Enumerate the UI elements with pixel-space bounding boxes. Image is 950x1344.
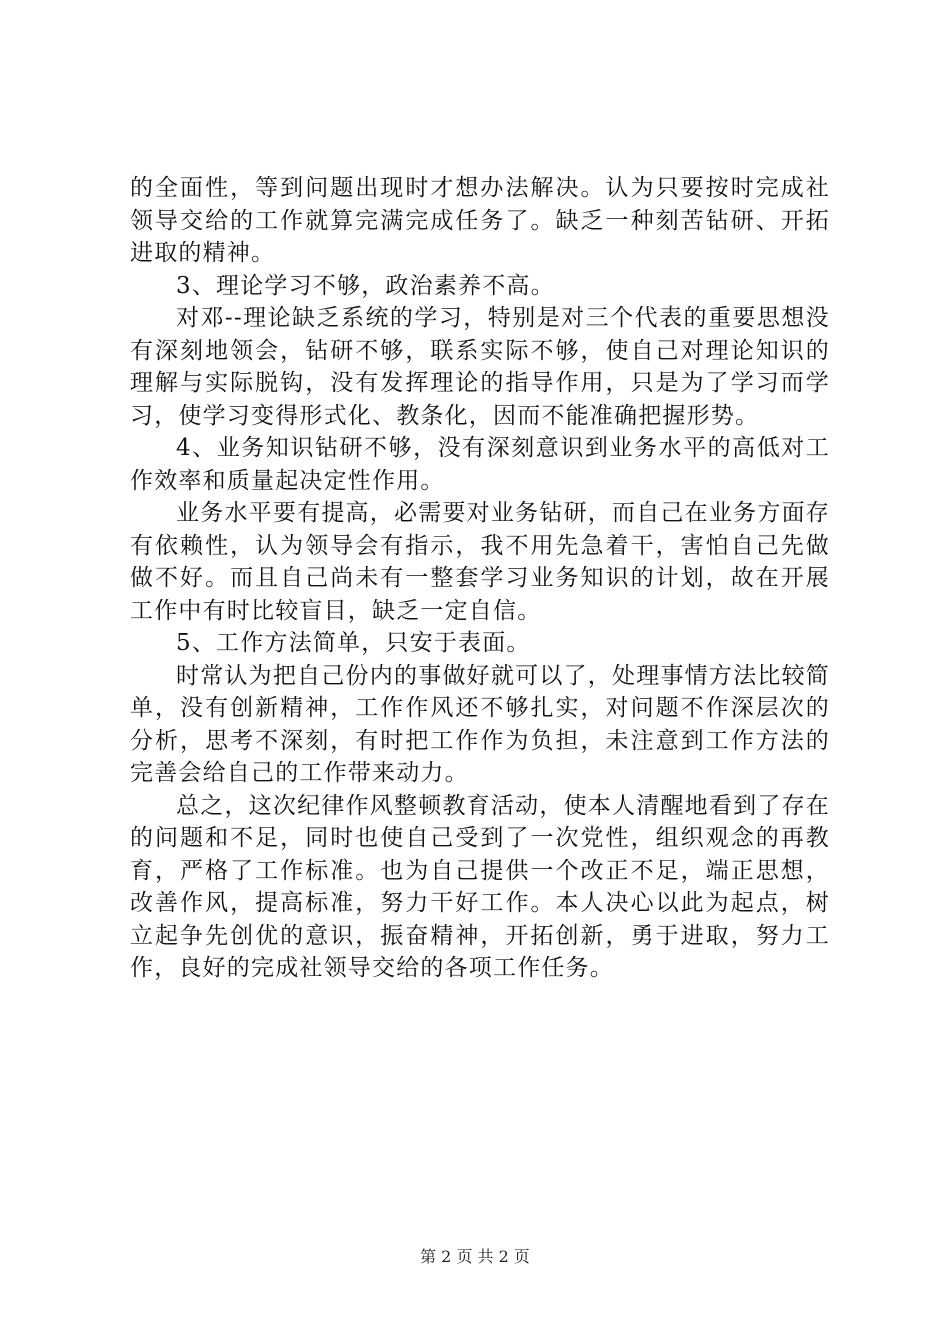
- paragraph-heading-3: 3、理论学习不够，政治素养不高。: [176, 272, 555, 299]
- paragraph-heading-5: 5、工作方法简单，只安于表面。: [176, 630, 531, 656]
- paragraph-business-skill: 业务水平要有提高，必需要对业务钻研，而自己在业务方面存有依赖性，认为领导会有指示，我不用先急着干，害怕自己先做做不好。而且自己尚未有一整套学习业务知识的计划，故在开展工作中有时比较盲目，缺乏一定自信。: [130, 500, 830, 624]
- document-body: [130, 172, 830, 985]
- paragraph-work-method: 时常认为把自己份内的事做好就可以了，处理事情方法比较简单，没有创新精神，工作作风还不够扎实，对问题不作深层次的分析，思考不深刻，有时把工作作为负担，未注意到工作方法的完善会给自己的工作带来动力。: [130, 662, 830, 786]
- paragraph-continuation: 的全面性，等到问题出现时才想办法解决。认为只要按时完成社领导交给的工作就算完满完成任务了。缺乏一种刻苦钻研、开拓进取的精神。: [130, 175, 830, 266]
- paragraph-heading-4: 4、业务知识钻研不够，没有深刻意识到业务水平的高低对工作效率和质量起决定性作用。: [130, 435, 830, 494]
- paragraph-summary: 总之，这次纪律作风整顿教育活动，使本人清醒地看到了存在的问题和不足，同时也使自己受到了一次党性，组织观念的再教育，严格了工作标准。也为自己提供一个改正不足，端正思想，改善作风，提高标准，努力干好工作。本人决心以此为起点，树立起争先创优的意识，振奋精神，开拓创新，勇于进取，努力工作，良好的完成社领导交给的各项工作任务。: [130, 792, 830, 981]
- paragraph-theory-study: 对邓--理论缺乏系统的学习，特别是对三个代表的重要思想没有深刻地领会，钻研不够，联系实际不够，使自己对理论知识的理解与实际脱钩，没有发挥理论的指导作用，只是为了学习而学习，使学习变得形式化、教条化，因而不能准确把握形势。: [130, 305, 830, 429]
- page-number-footer: 第 2 页 共 2 页: [420, 1247, 530, 1266]
